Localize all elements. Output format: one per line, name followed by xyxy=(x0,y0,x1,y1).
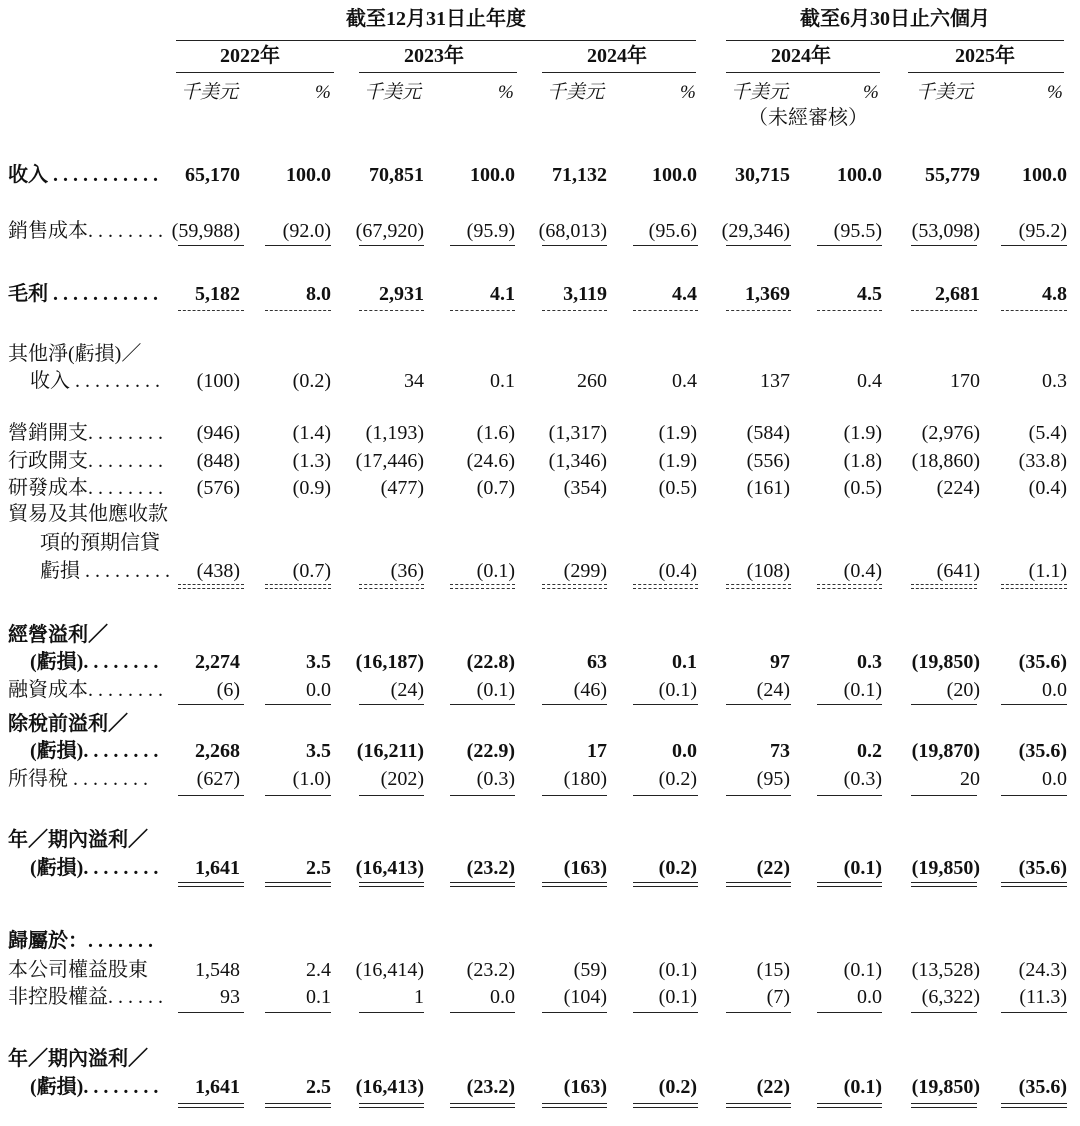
cell-amount: (16,187) xyxy=(355,651,424,673)
row-label: (虧損). . . . . . . . xyxy=(30,1076,159,1098)
cell-percent: (0.5) xyxy=(658,477,697,499)
cell-amount: (354) xyxy=(563,477,607,499)
group-header-six-months: 截至6月30日止六個月 xyxy=(800,8,990,30)
total-underline xyxy=(359,882,424,883)
cell-percent: 0.0 xyxy=(672,740,697,762)
cell-amount: (161) xyxy=(746,477,790,499)
row-label: 其他淨(虧損)／ xyxy=(8,343,142,365)
cell-amount: (19,850) xyxy=(911,651,980,673)
total-underline xyxy=(1001,1103,1067,1104)
total-underline xyxy=(911,245,977,246)
cell-percent: (0.4) xyxy=(658,560,697,582)
group-rule-six-months xyxy=(726,40,1064,41)
total-underline xyxy=(633,584,698,585)
cell-amount: (16,414) xyxy=(355,959,424,981)
total-underline xyxy=(911,1012,977,1013)
row-label: (虧損). . . . . . . . xyxy=(30,857,159,879)
cell-amount: 93 xyxy=(220,986,240,1008)
cell-amount: (202) xyxy=(380,768,424,790)
total-underline xyxy=(817,795,882,796)
year-rule xyxy=(176,72,334,73)
unit-amount-label: 千美元 xyxy=(364,82,422,103)
cell-amount: (67,920) xyxy=(355,220,424,242)
cell-amount: (20) xyxy=(946,679,980,701)
cell-amount: 170 xyxy=(950,370,980,392)
total-underline xyxy=(542,245,607,246)
cell-amount: 34 xyxy=(404,370,424,392)
cell-amount: (13,528) xyxy=(911,959,980,981)
row-label: 除稅前溢利／ xyxy=(8,713,128,735)
row-label: 經營溢利／ xyxy=(8,624,108,646)
cell-amount: 65,170 xyxy=(185,164,240,186)
row-label: 年／期內溢利／ xyxy=(8,1048,148,1070)
cell-percent: (0.3) xyxy=(476,768,515,790)
cell-amount: 260 xyxy=(577,370,607,392)
cell-percent: 100.0 xyxy=(652,164,697,186)
cell-amount: (180) xyxy=(563,768,607,790)
cell-percent: (1.3) xyxy=(292,450,331,472)
cell-percent: 0.3 xyxy=(857,651,882,673)
cell-percent: (95.6) xyxy=(648,220,697,242)
total-underline xyxy=(1001,795,1067,796)
total-underline xyxy=(178,1012,244,1013)
cell-percent: 0.0 xyxy=(857,986,882,1008)
total-underline xyxy=(359,584,424,585)
cell-percent: (1.0) xyxy=(292,768,331,790)
total-underline xyxy=(359,795,424,796)
total-underline xyxy=(911,704,977,705)
cell-percent: (0.7) xyxy=(476,477,515,499)
cell-amount: (19,850) xyxy=(911,1076,980,1098)
year-header: 2024年 xyxy=(771,45,831,67)
cell-percent: (95.9) xyxy=(466,220,515,242)
total-underline xyxy=(1001,704,1067,705)
cell-percent: 8.0 xyxy=(306,283,331,305)
year-rule xyxy=(359,72,517,73)
cell-amount: (556) xyxy=(746,450,790,472)
cell-amount: (7) xyxy=(766,986,790,1008)
cell-percent: 2.5 xyxy=(306,857,331,879)
total-underline xyxy=(1001,1012,1067,1013)
total-underline xyxy=(178,1103,244,1104)
total-underline xyxy=(542,795,607,796)
cell-amount: 1,641 xyxy=(195,857,240,879)
total-underline xyxy=(542,310,607,311)
row-label: 虧損 . . . . . . . . . xyxy=(40,560,170,582)
total-underline xyxy=(450,795,515,796)
total-underline xyxy=(726,1103,791,1104)
cell-percent: 4.1 xyxy=(490,283,515,305)
cell-amount: 1,369 xyxy=(745,283,790,305)
unit-percent-label: % xyxy=(1047,82,1063,103)
total-underline xyxy=(542,584,607,585)
cell-amount: (19,850) xyxy=(911,857,980,879)
cell-percent: (1.9) xyxy=(843,422,882,444)
cell-percent: (0.9) xyxy=(292,477,331,499)
cell-amount: 1 xyxy=(414,986,424,1008)
cell-percent: 0.3 xyxy=(1042,370,1067,392)
cell-percent: 0.0 xyxy=(490,986,515,1008)
total-underline xyxy=(265,1103,331,1104)
total-underline xyxy=(817,310,882,311)
total-underline xyxy=(911,310,977,311)
row-label: (虧損). . . . . . . . xyxy=(30,651,159,673)
total-underline xyxy=(726,584,791,585)
cell-amount: (108) xyxy=(746,560,790,582)
total-underline xyxy=(450,584,515,585)
cell-amount: (36) xyxy=(390,560,424,582)
cell-percent: (24.6) xyxy=(466,450,515,472)
cell-percent: 0.2 xyxy=(857,740,882,762)
cell-amount: (299) xyxy=(563,560,607,582)
total-underline xyxy=(1001,245,1067,246)
total-underline xyxy=(633,1103,698,1104)
unit-percent-label: % xyxy=(680,82,696,103)
cell-amount: (18,860) xyxy=(911,450,980,472)
total-underline xyxy=(633,310,698,311)
cell-percent: (1.9) xyxy=(658,450,697,472)
row-label: 收入 . . . . . . . . . . . xyxy=(8,164,158,186)
cell-percent: (1.6) xyxy=(476,422,515,444)
unit-amount-label: 千美元 xyxy=(547,82,605,103)
cell-amount: (16,413) xyxy=(355,857,424,879)
cell-percent: (1.4) xyxy=(292,422,331,444)
row-label: (虧損). . . . . . . . xyxy=(30,740,159,762)
total-underline xyxy=(911,882,977,883)
total-underline xyxy=(542,1012,607,1013)
cell-amount: (68,013) xyxy=(538,220,607,242)
total-underline xyxy=(633,245,698,246)
unit-percent-label: % xyxy=(315,82,331,103)
cell-amount: (16,413) xyxy=(355,1076,424,1098)
cell-amount: (1,193) xyxy=(365,422,424,444)
row-label: 貿易及其他應收款 xyxy=(8,503,168,525)
cell-percent: 0.1 xyxy=(490,370,515,392)
cell-amount: (22) xyxy=(756,1076,790,1098)
cell-percent: 100.0 xyxy=(1022,164,1067,186)
total-underline xyxy=(450,704,515,705)
total-underline xyxy=(817,245,882,246)
cell-percent: (0.1) xyxy=(476,679,515,701)
total-underline xyxy=(359,704,424,705)
cell-amount: (1,317) xyxy=(548,422,607,444)
cell-amount: 1,641 xyxy=(195,1076,240,1098)
cell-amount: (6,322) xyxy=(921,986,980,1008)
cell-percent: 0.4 xyxy=(672,370,697,392)
cell-percent: 3.5 xyxy=(306,651,331,673)
total-underline xyxy=(726,245,791,246)
cell-percent: 0.1 xyxy=(306,986,331,1008)
cell-amount: 71,132 xyxy=(552,164,607,186)
cell-amount: 20 xyxy=(960,768,980,790)
total-underline xyxy=(726,1012,791,1013)
cell-amount: (477) xyxy=(380,477,424,499)
total-underline xyxy=(265,882,331,883)
cell-percent: (1.9) xyxy=(658,422,697,444)
group-rule-fiscal-year xyxy=(176,40,696,41)
cell-percent: (0.7) xyxy=(292,560,331,582)
total-underline xyxy=(178,882,244,883)
total-underline xyxy=(817,584,882,585)
cell-amount: 1,548 xyxy=(195,959,240,981)
cell-percent: 4.4 xyxy=(672,283,697,305)
unit-amount-label: 千美元 xyxy=(731,82,789,103)
total-underline xyxy=(359,245,424,246)
row-label: 本公司權益股東 xyxy=(8,959,148,981)
cell-percent: 0.4 xyxy=(857,370,882,392)
cell-percent: (0.1) xyxy=(658,959,697,981)
total-underline xyxy=(359,1012,424,1013)
cell-amount: (17,446) xyxy=(355,450,424,472)
total-underline xyxy=(726,704,791,705)
cell-percent: (35.6) xyxy=(1018,740,1067,762)
group-header-fiscal-year: 截至12月31日止年度 xyxy=(346,8,526,30)
year-header: 2024年 xyxy=(587,45,647,67)
cell-percent: (23.2) xyxy=(466,857,515,879)
cell-percent: (0.1) xyxy=(843,857,882,879)
cell-percent: (23.2) xyxy=(466,1076,515,1098)
cell-amount: (95) xyxy=(756,768,790,790)
cell-amount: 2,931 xyxy=(379,283,424,305)
cell-amount: (576) xyxy=(196,477,240,499)
cell-amount: (104) xyxy=(563,986,607,1008)
cell-amount: (848) xyxy=(196,450,240,472)
cell-percent: (0.1) xyxy=(843,679,882,701)
total-underline xyxy=(726,882,791,883)
cell-amount: (19,870) xyxy=(911,740,980,762)
total-underline xyxy=(450,1103,515,1104)
total-underline xyxy=(1001,584,1067,585)
cell-percent: 100.0 xyxy=(837,164,882,186)
cell-percent: (0.1) xyxy=(476,560,515,582)
year-rule xyxy=(542,72,696,73)
total-underline xyxy=(542,1103,607,1104)
total-underline xyxy=(178,245,244,246)
cell-percent: (0.2) xyxy=(658,768,697,790)
cell-percent: (23.2) xyxy=(466,959,515,981)
total-underline xyxy=(265,245,331,246)
cell-amount: 2,268 xyxy=(195,740,240,762)
unit-percent-label: % xyxy=(863,82,879,103)
cell-amount: (584) xyxy=(746,422,790,444)
cell-amount: (438) xyxy=(196,560,240,582)
total-underline xyxy=(1001,310,1067,311)
row-label: 融資成本. . . . . . . . xyxy=(8,679,163,701)
cell-amount: (163) xyxy=(563,1076,607,1098)
cell-amount: (53,098) xyxy=(911,220,980,242)
total-underline xyxy=(265,584,331,585)
total-underline xyxy=(633,882,698,883)
row-label: 歸屬於：. . . . . . . xyxy=(8,930,153,952)
cell-percent: 0.0 xyxy=(1042,679,1067,701)
cell-percent: (95.2) xyxy=(1018,220,1067,242)
cell-amount: 2,274 xyxy=(195,651,240,673)
row-label: 項的預期信貸 xyxy=(40,532,160,554)
total-underline xyxy=(265,795,331,796)
cell-percent: 3.5 xyxy=(306,740,331,762)
total-underline xyxy=(911,584,977,585)
cell-percent: (35.6) xyxy=(1018,1076,1067,1098)
unaudited-label: （未經審核） xyxy=(748,107,868,129)
cell-percent: 100.0 xyxy=(286,164,331,186)
cell-amount: (163) xyxy=(563,857,607,879)
cell-percent: (0.4) xyxy=(843,560,882,582)
cell-amount: 70,851 xyxy=(369,164,424,186)
total-underline xyxy=(450,882,515,883)
cell-percent: (95.5) xyxy=(833,220,882,242)
total-underline xyxy=(1001,882,1067,883)
cell-amount: (29,346) xyxy=(721,220,790,242)
cell-amount: 137 xyxy=(760,370,790,392)
unit-amount-label: 千美元 xyxy=(181,82,239,103)
row-label: 所得稅 . . . . . . . . xyxy=(8,768,148,790)
cell-percent: (11.3) xyxy=(1019,986,1067,1008)
cell-amount: 63 xyxy=(587,651,607,673)
cell-percent: (0.1) xyxy=(843,1076,882,1098)
total-underline xyxy=(178,584,244,585)
year-rule xyxy=(908,72,1064,73)
row-label: 年／期內溢利／ xyxy=(8,829,148,851)
cell-amount: (59) xyxy=(573,959,607,981)
total-underline xyxy=(542,704,607,705)
total-underline xyxy=(359,1103,424,1104)
cell-amount: (946) xyxy=(196,422,240,444)
cell-amount: (59,988) xyxy=(171,220,240,242)
cell-amount: (24) xyxy=(756,679,790,701)
total-underline xyxy=(817,704,882,705)
cell-amount: (15) xyxy=(756,959,790,981)
cell-percent: (0.1) xyxy=(658,679,697,701)
total-underline xyxy=(265,704,331,705)
cell-amount: (1,346) xyxy=(548,450,607,472)
total-underline xyxy=(817,1103,882,1104)
row-label: 毛利 . . . . . . . . . . . xyxy=(8,283,158,305)
cell-percent: 0.1 xyxy=(672,651,697,673)
cell-percent: (24.3) xyxy=(1018,959,1067,981)
unit-amount-label: 千美元 xyxy=(916,82,974,103)
total-underline xyxy=(817,1012,882,1013)
cell-percent: (5.4) xyxy=(1028,422,1067,444)
cell-percent: (0.2) xyxy=(658,1076,697,1098)
total-underline xyxy=(726,795,791,796)
cell-amount: (224) xyxy=(936,477,980,499)
cell-amount: (46) xyxy=(573,679,607,701)
total-underline xyxy=(178,704,244,705)
cell-amount: 73 xyxy=(770,740,790,762)
cell-amount: (6) xyxy=(216,679,240,701)
cell-amount: (100) xyxy=(196,370,240,392)
cell-percent: (33.8) xyxy=(1018,450,1067,472)
total-underline xyxy=(542,882,607,883)
cell-percent: (1.8) xyxy=(843,450,882,472)
total-underline xyxy=(726,310,791,311)
cell-amount: 17 xyxy=(587,740,607,762)
year-header: 2022年 xyxy=(220,45,280,67)
cell-percent: (0.2) xyxy=(292,370,331,392)
row-label: 營銷開支. . . . . . . . xyxy=(8,422,163,444)
cell-percent: 2.4 xyxy=(306,959,331,981)
cell-percent: (35.6) xyxy=(1018,651,1067,673)
total-underline xyxy=(911,795,977,796)
cell-amount: (16,211) xyxy=(356,740,424,762)
row-label: 研發成本. . . . . . . . xyxy=(8,477,163,499)
cell-amount: (641) xyxy=(936,560,980,582)
total-underline xyxy=(359,310,424,311)
cell-amount: (2,976) xyxy=(921,422,980,444)
cell-percent: (22.8) xyxy=(466,651,515,673)
cell-amount: (24) xyxy=(390,679,424,701)
total-underline xyxy=(633,1012,698,1013)
total-underline xyxy=(817,882,882,883)
cell-percent: (0.5) xyxy=(843,477,882,499)
cell-percent: (1.1) xyxy=(1028,560,1067,582)
row-label: 收入 . . . . . . . . . xyxy=(30,370,160,392)
cell-percent: (22.9) xyxy=(466,740,515,762)
total-underline xyxy=(178,310,244,311)
cell-amount: 97 xyxy=(770,651,790,673)
cell-percent: 2.5 xyxy=(306,1076,331,1098)
cell-amount: 55,779 xyxy=(925,164,980,186)
unit-percent-label: % xyxy=(498,82,514,103)
year-header: 2025年 xyxy=(955,45,1015,67)
cell-amount: 5,182 xyxy=(195,283,240,305)
cell-percent: 4.8 xyxy=(1042,283,1067,305)
total-underline xyxy=(450,245,515,246)
cell-amount: (22) xyxy=(756,857,790,879)
total-underline xyxy=(265,1012,331,1013)
cell-percent: 0.0 xyxy=(306,679,331,701)
row-label: 非控股權益. . . . . . xyxy=(8,986,163,1008)
total-underline xyxy=(178,795,244,796)
cell-amount: 2,681 xyxy=(935,283,980,305)
cell-amount: 3,119 xyxy=(563,283,607,305)
total-underline xyxy=(911,1103,977,1104)
cell-percent: (0.2) xyxy=(658,857,697,879)
total-underline xyxy=(633,795,698,796)
cell-percent: 100.0 xyxy=(470,164,515,186)
year-header: 2023年 xyxy=(404,45,464,67)
cell-percent: (0.1) xyxy=(658,986,697,1008)
total-underline xyxy=(450,1012,515,1013)
row-label: 行政開支. . . . . . . . xyxy=(8,450,163,472)
year-rule xyxy=(726,72,880,73)
total-underline xyxy=(450,310,515,311)
cell-percent: (0.1) xyxy=(843,959,882,981)
cell-percent: (92.0) xyxy=(282,220,331,242)
cell-percent: (0.3) xyxy=(843,768,882,790)
row-label: 銷售成本. . . . . . . . xyxy=(8,220,163,242)
cell-percent: 4.5 xyxy=(857,283,882,305)
cell-percent: (35.6) xyxy=(1018,857,1067,879)
total-underline xyxy=(633,704,698,705)
cell-percent: 0.0 xyxy=(1042,768,1067,790)
cell-percent: (0.4) xyxy=(1028,477,1067,499)
cell-amount: (627) xyxy=(196,768,240,790)
cell-amount: 30,715 xyxy=(735,164,790,186)
total-underline xyxy=(265,310,331,311)
